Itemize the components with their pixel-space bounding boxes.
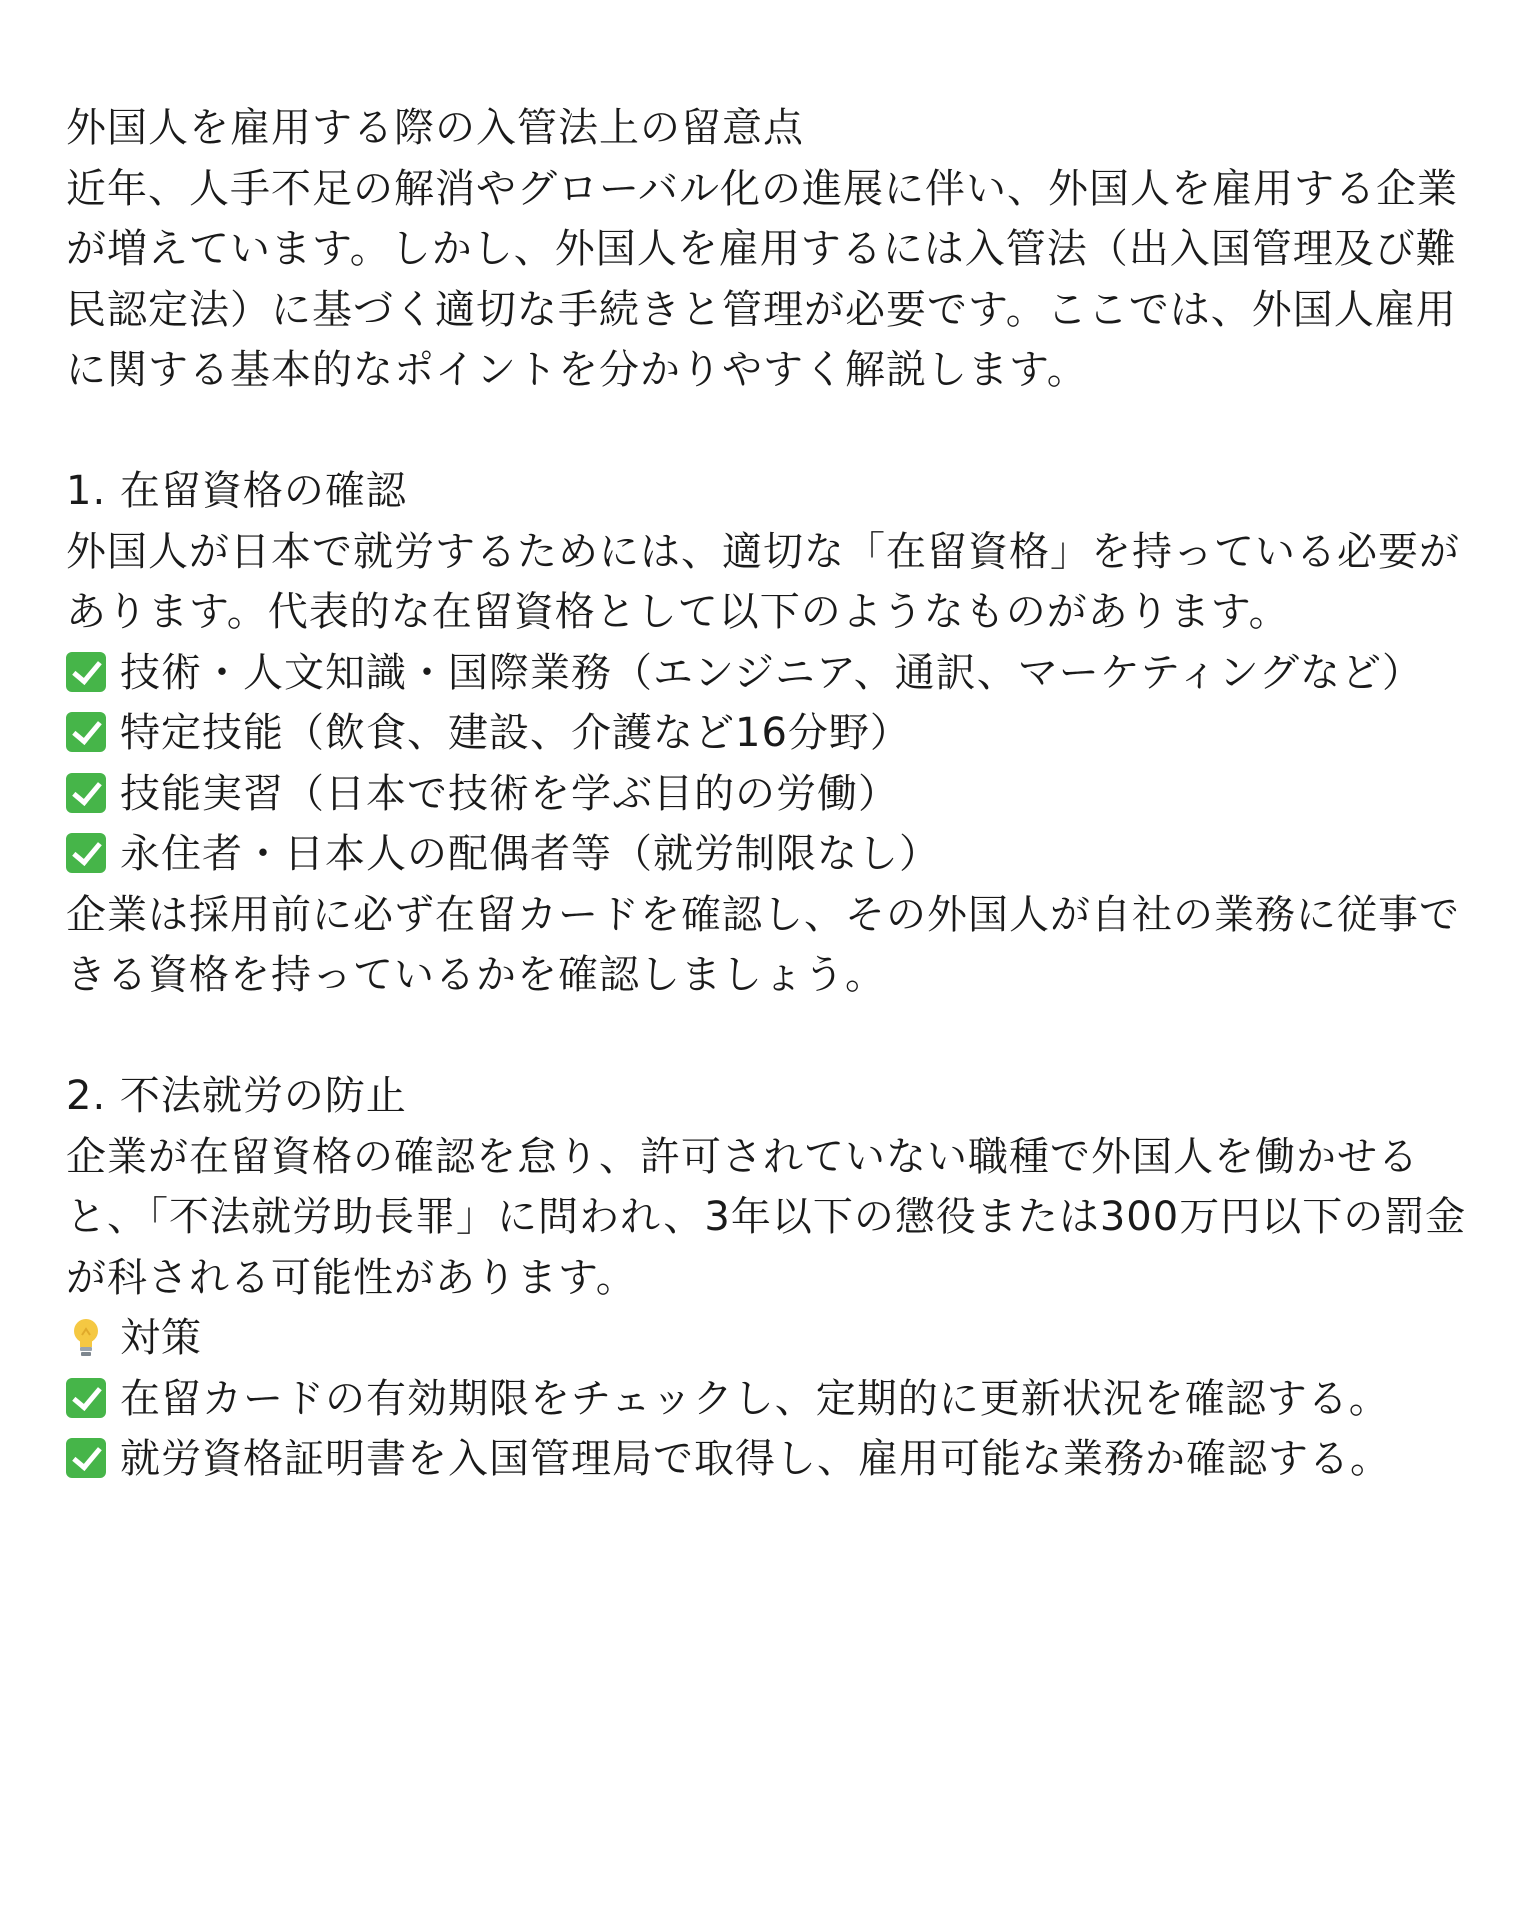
tip-line [66,1308,1486,1369]
tip-label: 対策 [120,1315,202,1361]
check-mark-icon [66,1378,106,1418]
spacer [66,401,1486,462]
section1-body: 外国人が日本で就労するためには、適切な「在留資格」を持っている必要があります。代表的な在留資格として以下のようなものがあります。 [66,528,1460,635]
list-item-text: 就労資格証明書を入国管理局で取得し、雇用可能な業務か確認する。 [120,1436,1391,1482]
list-item [66,1369,1486,1430]
intro-paragraph: 近年、人手不足の解消やグローバル化の進展に伴い、外国人を雇用する企業が増えています。しかし、外国人を雇用するには入管法（出入国管理及び難民認定法）に基づく適切な手続きと管理が必要です。ここでは、外国人雇用に関する基本的なポイントを分かりやすく解説します。 [66,165,1458,393]
list-item-text: 特定技能（飲食、建設、介護など16分野） [120,710,911,756]
check-mark-icon [66,833,106,873]
list-item-text: 在留カードの有効期限をチェックし、定期的に更新状況を確認する。 [120,1375,1390,1422]
list-item [66,1429,1486,1490]
list-item [66,703,1486,764]
article-title: 外国人を雇用する際の入管法上の留意点 [66,105,804,151]
article [66,98,1486,1490]
light-bulb-icon [66,1315,106,1359]
section2-body: 企業が在留資格の確認を怠り、許可されていない職種で外国人を働かせると、「不法就労助長罪」に問われ、3年以下の懲役または300万円以下の罰金が科される可能性があります。 [66,1133,1467,1301]
list-item-text: 技能実習（日本で技術を学ぶ目的の労働） [120,770,899,817]
check-mark-icon [66,652,106,692]
section1-heading: 1. 在留資格の確認 [66,468,407,514]
list-item [66,824,1486,885]
list-item [66,643,1486,704]
section1-closing: 企業は採用前に必ず在留カードを確認し、その外国人が自社の業務に従事できる資格を持っているかを確認しましょう。 [66,891,1460,998]
spacer [66,1006,1486,1067]
check-mark-icon [66,1438,106,1478]
list-item-text: 永住者・日本人の配偶者等（就労制限なし） [120,831,940,877]
check-mark-icon [66,712,106,752]
check-mark-icon [66,773,106,813]
list-item-text: 技術・人文知識・国際業務（エンジニア、通訳、マーケティングなど） [120,649,1423,696]
list-item [66,764,1486,825]
section2-heading: 2. 不法就労の防止 [66,1073,407,1119]
